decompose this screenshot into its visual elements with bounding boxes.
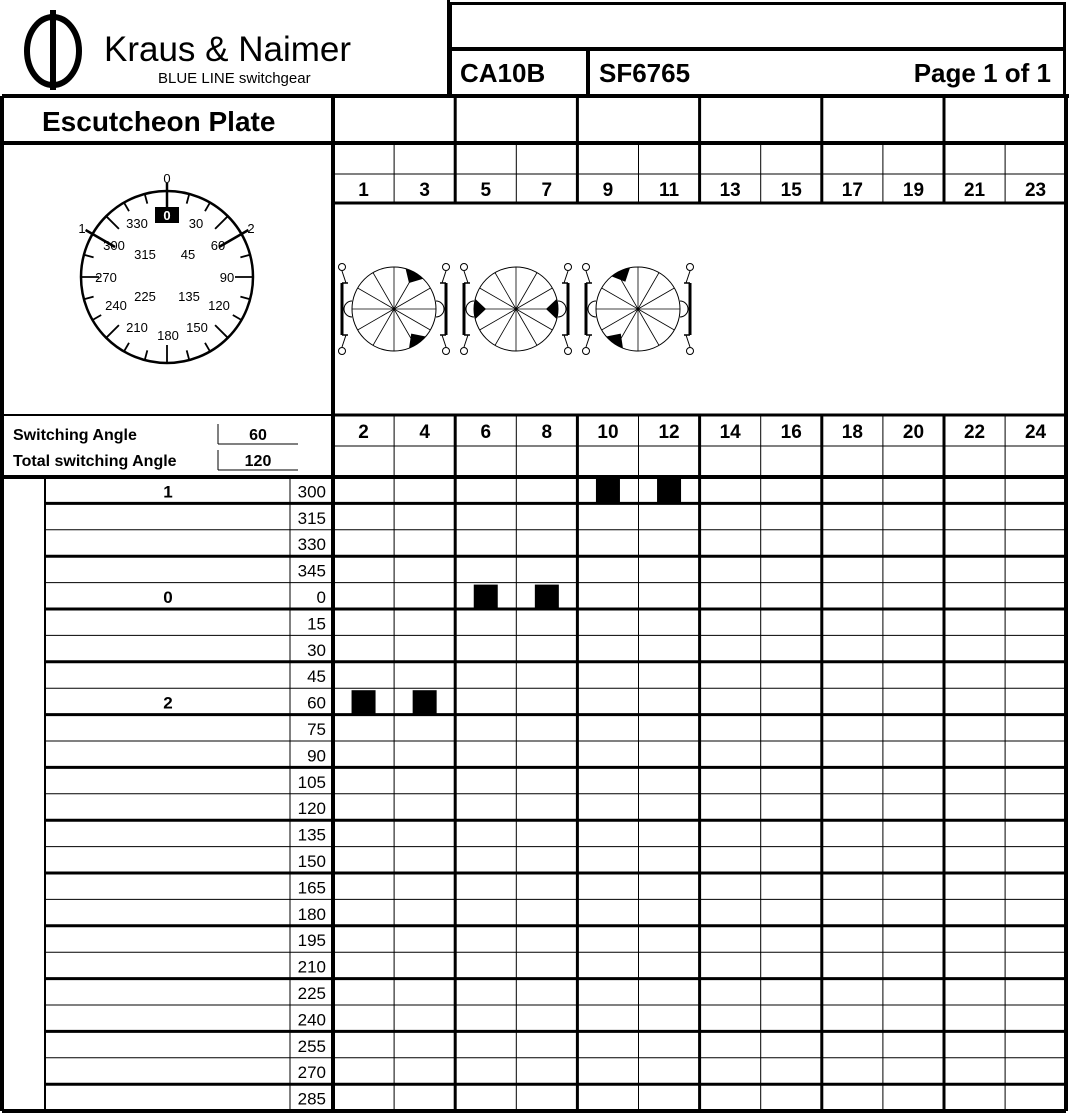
row-angle: 345 — [297, 561, 326, 581]
contact-number-top: 1 — [358, 180, 369, 201]
contact-number-bottom: 2 — [358, 422, 369, 443]
contact-number-top: 11 — [659, 180, 680, 201]
contact-number-bottom: 22 — [963, 422, 986, 443]
dial-angle-label: 150 — [186, 320, 208, 335]
contact-number-bottom: 16 — [780, 422, 802, 443]
dial-tick — [233, 315, 242, 320]
dial-angle-label: 300 — [103, 238, 125, 253]
dial-angle-label: 60 — [210, 238, 226, 253]
company-name: Kraus & Naimer — [104, 30, 352, 69]
contact-number-bottom: 4 — [419, 422, 430, 443]
contact-number-top: 9 — [602, 180, 614, 201]
row-angle: 0 — [316, 588, 326, 607]
dial-angle-label: 315 — [134, 247, 156, 262]
contact-number-bottom: 20 — [902, 422, 925, 443]
row-angle: 255 — [297, 1036, 326, 1056]
company-tagline: BLUE LINE switchgear — [158, 70, 311, 87]
dial-tick — [106, 325, 119, 338]
row-angle: 45 — [307, 667, 326, 687]
closed-contact-mark — [413, 690, 437, 713]
contact-number-top: 5 — [480, 180, 492, 201]
page-number: Page 1 of 1 — [913, 58, 1051, 88]
row-angle: 330 — [297, 535, 326, 555]
dial-tick — [84, 297, 94, 300]
contact-wafer-2-icon — [461, 264, 572, 355]
dial-angle-label: 90 — [219, 270, 235, 285]
contact-number-top: 23 — [1024, 180, 1047, 201]
row-angle: 30 — [307, 640, 326, 660]
dial-angle-label: 135 — [178, 289, 200, 304]
dial-highlight-label: 0 — [163, 208, 171, 223]
row-angle: 270 — [297, 1063, 326, 1083]
row-angle: 75 — [307, 720, 326, 739]
row-angle: 210 — [297, 957, 326, 977]
drawing-number: SF6765 — [599, 58, 691, 88]
dial-angle-label: 180 — [157, 328, 179, 343]
row-angle: 300 — [297, 482, 326, 502]
row-angle: 150 — [297, 852, 326, 871]
dial-tick — [187, 350, 190, 360]
dial-tick — [240, 255, 250, 258]
contact-number-top: 17 — [841, 180, 863, 201]
dial-tick — [205, 343, 210, 352]
closed-contact-mark — [596, 479, 620, 502]
dial-position-label: 0 — [163, 171, 171, 186]
dial-angle-label: 330 — [126, 216, 148, 231]
dial-tick — [124, 343, 129, 352]
dial-tick — [240, 297, 250, 300]
dial-angle-label: 225 — [134, 289, 156, 304]
contact-wafer-3-icon — [583, 264, 694, 355]
closed-contact-mark — [352, 690, 376, 713]
row-angle: 120 — [297, 799, 326, 819]
switching-angle-value: 60 — [249, 427, 267, 444]
row-angle: 60 — [307, 693, 326, 713]
dial-angle-label: 270 — [95, 270, 117, 285]
contact-number-top: 13 — [719, 180, 741, 201]
row-angle: 180 — [297, 904, 326, 924]
dial-tick — [187, 194, 190, 204]
dial-tick — [93, 315, 102, 320]
closed-contact-mark — [535, 585, 559, 608]
contact-number-bottom: 18 — [841, 422, 863, 443]
dial-tick — [145, 194, 148, 204]
contact-number-bottom: 10 — [597, 422, 619, 443]
dial-position-label: 1 — [78, 221, 86, 236]
dial-tick — [215, 325, 228, 338]
dial-angle-label: 30 — [188, 216, 204, 231]
total-switching-angle-label: Total switching Angle — [13, 453, 177, 470]
dial-tick — [84, 255, 94, 258]
row-position: 2 — [163, 693, 173, 713]
section-title: Escutcheon Plate — [42, 106, 276, 137]
row-angle: 135 — [297, 825, 326, 845]
row-angle: 315 — [297, 508, 326, 528]
dial-tick — [106, 216, 119, 229]
row-angle: 15 — [307, 614, 326, 634]
contact-number-top: 3 — [419, 180, 430, 201]
row-angle: 105 — [297, 772, 326, 792]
row-angle: 240 — [297, 1010, 326, 1030]
dial-angle-label: 120 — [208, 298, 230, 313]
dial-tick — [145, 350, 148, 360]
switching-angle-label: Switching Angle — [13, 427, 137, 444]
contact-number-top: 21 — [963, 180, 986, 201]
contact-number-top: 19 — [902, 180, 925, 201]
row-angle: 165 — [297, 878, 326, 898]
dial-angle-label: 210 — [126, 320, 148, 335]
contact-number-bottom: 6 — [480, 422, 492, 443]
model-code: CA10B — [460, 58, 546, 88]
row-angle: 195 — [297, 931, 326, 951]
dial-position-label: 2 — [247, 221, 255, 236]
contact-number-bottom: 12 — [658, 422, 680, 443]
closed-contact-mark — [657, 479, 681, 502]
row-angle: 225 — [297, 984, 326, 1003]
dial-tick — [215, 216, 228, 229]
contact-number-bottom: 14 — [719, 422, 741, 443]
contact-number-top: 7 — [541, 180, 553, 201]
dial-angle-label: 45 — [180, 247, 196, 262]
contact-number-top: 15 — [780, 180, 802, 201]
contact-number-bottom: 8 — [541, 422, 553, 443]
total-switching-angle-value: 120 — [244, 453, 272, 470]
dial-angle-label: 240 — [105, 298, 127, 313]
dial-tick — [124, 203, 129, 212]
row-position: 0 — [163, 588, 173, 607]
contact-wafer-1-icon — [339, 264, 450, 355]
row-position: 1 — [163, 482, 173, 502]
contact-number-bottom: 24 — [1024, 422, 1047, 443]
dial-tick — [205, 203, 210, 212]
row-angle: 285 — [297, 1089, 326, 1109]
row-angle: 90 — [307, 746, 326, 766]
closed-contact-mark — [474, 585, 498, 608]
